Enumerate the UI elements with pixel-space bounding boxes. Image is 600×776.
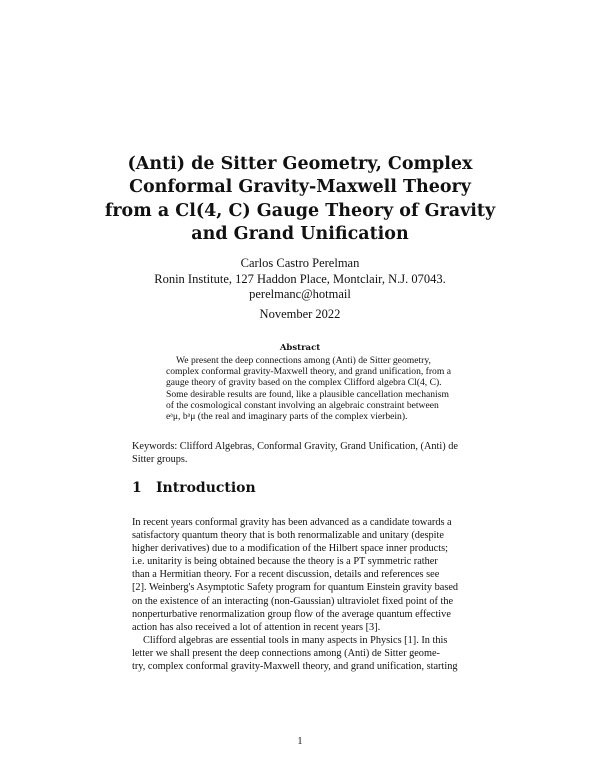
keywords-line: Keywords: Clifford Algebras, Conformal Gravity, Grand Unification, (Anti) de [132,441,458,452]
title-line: from a Cl(4, C) Gauge Theory of Gravity [104,200,496,221]
abstract-line: Some desirable results are found, like a plausible cancellation mechanism [166,388,449,400]
author-email: perelmanc@hotmail [249,287,351,301]
abstract-line: We present the deep connections among (Anti) de Sitter geometry, [176,355,431,366]
body-line: action has also received a lot of attention in recent years [3]. [132,621,381,633]
page-number: 1 [297,736,303,747]
body-line: on the existence of an interacting (non-Gaussian) ultraviolet fixed point of the [132,595,454,607]
body-line: In recent years conformal gravity has been advanced as a candidate towards a [132,517,452,528]
abstract-line: gauge theory of gravity based on the complex Clifford algebra Cl(4, C). [166,377,442,389]
body-line: [2]. Weinberg's Asymptotic Safety program for quantum Einstein gravity based [132,582,459,594]
keywords [132,440,477,466]
publication-date: November 2022 [259,307,341,321]
body-text [132,516,472,673]
abstract-line: eᵃμ, bᵃμ (the real and imaginary parts of the complex vierbein). [166,411,408,423]
abstract-heading: Abstract [279,343,321,353]
section-heading [132,480,256,496]
body-line: letter we shall present the deep connections among (Anti) de Sitter geome- [132,647,440,659]
body-line: nonperturbative renormalization group flow of the average quantum effective [132,608,451,620]
abstract-line: complex conformal gravity-Maxwell theory, and grand unification, from a [166,366,451,378]
abstract-text [166,355,451,423]
author-block [90,256,510,303]
abstract-line: of the cosmological constant involving an algebraic constraint between [166,399,439,411]
body-line: than a Hermitian theory. For a recent discussion, details and references see [132,569,440,581]
title-line: (Anti) de Sitter Geometry, Complex [127,154,473,174]
section-title: Introduction [156,480,256,496]
title-line: Conformal Gravity-Maxwell Theory [129,177,471,198]
body-line: higher derivatives) due to a modification of the Hilbert space inner products; [132,543,448,555]
author-name: Carlos Castro Perelman [240,256,360,270]
keywords-line: Sitter groups. [132,454,188,466]
section-number: 1 [132,480,142,496]
title-line: and Grand Unification [191,223,409,244]
body-line: Clifford algebras are essential tools in many aspects in Physics [1]. In this [143,634,448,646]
body-line: satisfactory quantum theory that is both renormalizable and unitary (despite [132,530,444,542]
paper-title [90,153,510,246]
body-line: i.e. unitarity is being obtained because the theory is a PT symmetric rather [132,556,438,568]
author-affiliation: Ronin Institute, 127 Haddon Place, Montclair, N.J. 07043. [154,271,446,286]
body-line: try, complex conformal gravity-Maxwell theory, and grand unification, starting [132,661,458,673]
